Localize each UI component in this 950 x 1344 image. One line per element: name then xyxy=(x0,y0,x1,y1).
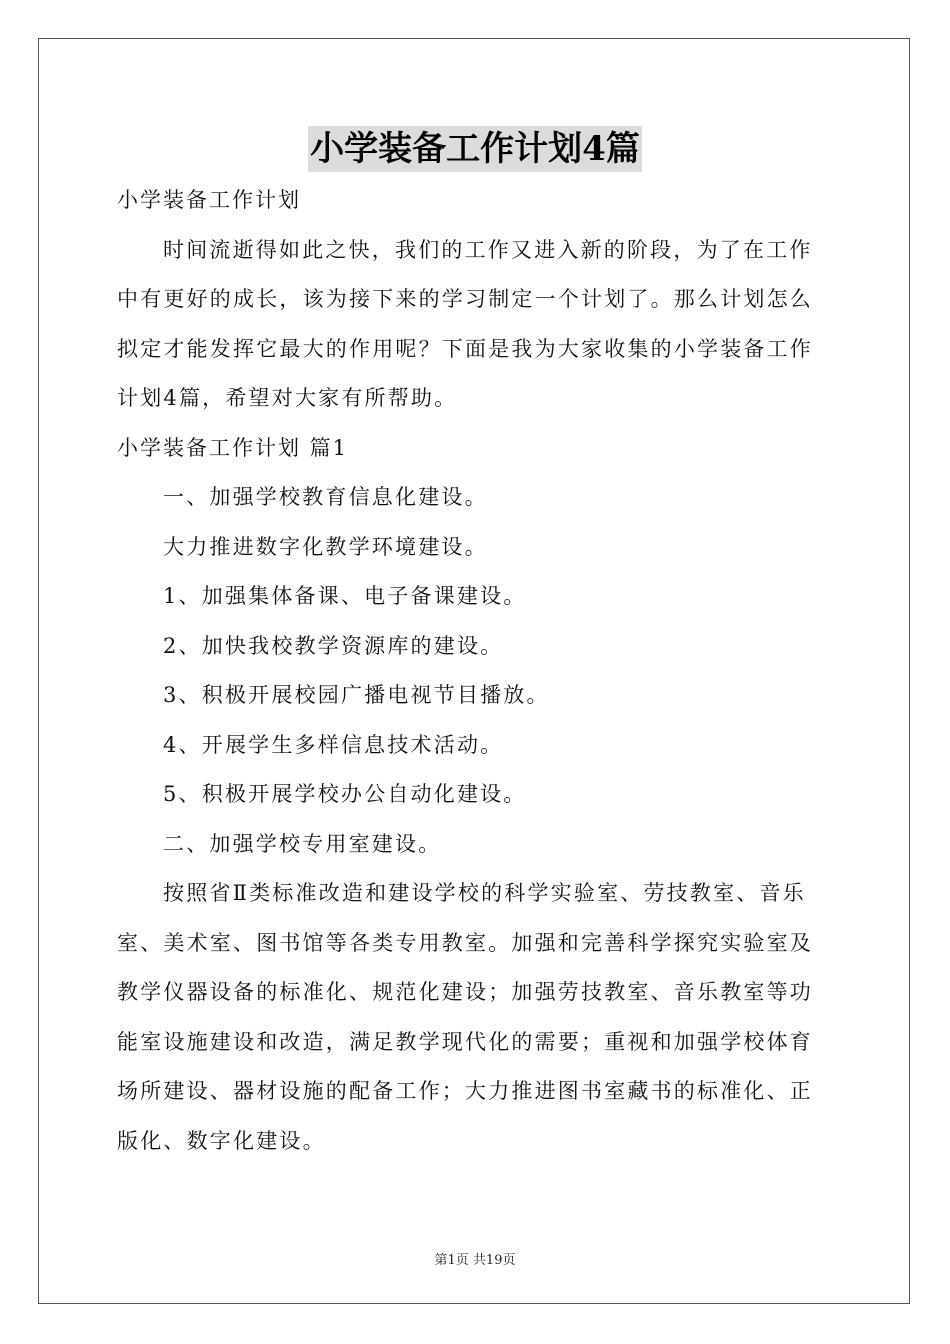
page-number: 第1页 共19页 xyxy=(434,1253,516,1268)
paragraph-line: 版化、数字化建设。 xyxy=(117,1128,326,1153)
list-item: 一、加强学校教育信息化建设。 xyxy=(163,485,488,509)
paragraph-line: 教学仪器设备的标准化、规范化建设；加强劳技教室、音乐教室等功 xyxy=(117,980,813,1004)
list-item: 3、积极开展校园广播电视节目播放。 xyxy=(163,683,550,707)
page-footer xyxy=(0,1249,950,1268)
body-paragraph xyxy=(117,869,833,1166)
paragraph-line: 计划4篇，希望对大家有所帮助。 xyxy=(117,386,458,410)
paragraph-line: 中有更好的成长，该为接下来的学习制定一个计划了。那么计划怎么 xyxy=(117,287,813,311)
list-item: 二、加强学校专用室建设。 xyxy=(163,831,442,856)
paragraph-line: 室、美术室、图书馆等各类专用教室。加强和完善科学探究实验室及 xyxy=(117,930,813,955)
paragraph-line: 场所建设、器材设施的配备工作；大力推进图书室藏书的标准化、正 xyxy=(117,1079,813,1103)
section-heading: 小学装备工作计划 篇1 xyxy=(117,435,349,460)
paragraph-line: 拟定才能发挥它最大的作用呢？下面是我为大家收集的小学装备工作 xyxy=(117,336,813,361)
title-container xyxy=(0,126,950,172)
paragraph-line: 按照省Ⅱ类标准改造和建设学校的科学实验室、劳技教室、音乐 xyxy=(163,881,806,905)
document-title: 小学装备工作计划4篇 xyxy=(308,126,642,172)
list-item: 4、开展学生多样信息技术活动。 xyxy=(163,732,504,757)
paragraph-line: 时间流逝得如此之快，我们的工作又进入新的阶段，为了在工作 xyxy=(163,237,813,262)
paragraph-line: 能室设施建设和改造，满足教学现代化的需要；重视和加强学校体育 xyxy=(117,1029,813,1054)
list-item: 1、加强集体备课、电子备课建设。 xyxy=(163,584,527,608)
list-item: 2、加快我校教学资源库的建设。 xyxy=(163,633,504,658)
document-body xyxy=(117,176,833,1166)
list-item: 大力推进数字化教学环境建设。 xyxy=(163,534,488,559)
intro-paragraph xyxy=(117,226,833,424)
subtitle: 小学装备工作计划 xyxy=(117,188,301,212)
list-item: 5、积极开展学校办公自动化建设。 xyxy=(163,782,527,806)
